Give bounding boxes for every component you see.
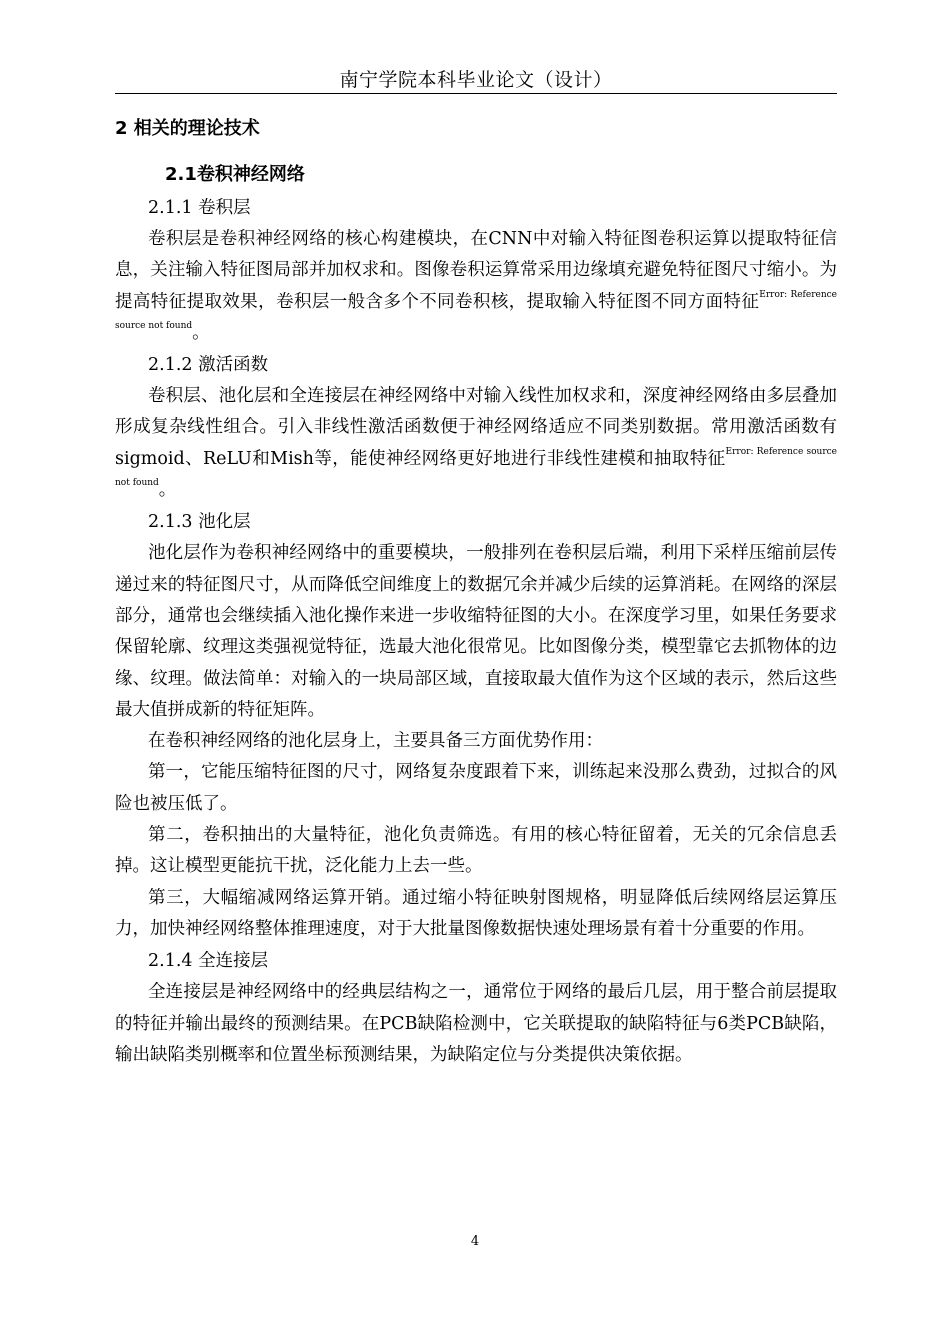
paragraph-conv: 卷积层是卷积神经网络的核心构建模块，在CNN中对输入特征图卷积运算以提取特征信息，关注输入特征图局部并加权求和。图像卷积运算常采用边缘填充避免特征图尺寸缩小。为提高特征提取效果，卷积层一般含多个不同卷积核，提取输入特征图不同方面特征$^{Error: Reference source not found}$。 bbox=[115, 229, 838, 343]
reference-error: Error: Reference source not found bbox=[115, 289, 838, 331]
subsection-heading-conv: 2.1.1 卷积层 bbox=[148, 198, 251, 218]
page-number: 4 bbox=[470, 1234, 480, 1249]
paragraph-pooling-advantages: 在卷积神经网络的池化层身上，主要具备三方面优势作用： bbox=[148, 731, 603, 752]
paragraph-fc: 全连接层是神经网络中的经典层结构之一，通常位于网络的最后几层，用于整合前层提取的特征并输出最终的预测结果。在PCB缺陷检测中，它关联提取的缺陷特征与6类PCB缺陷，输出缺陷类别概率和位置坐标预测结果，为缺陷定位与分类提供决策依据。 bbox=[115, 982, 837, 1065]
subsection-heading-pooling: 2.1.3 池化层 bbox=[148, 512, 251, 533]
subsection-heading-fc: 2.1.4 全连接层 bbox=[148, 951, 269, 972]
section-title: 2.1卷积神经网络 bbox=[165, 164, 305, 185]
subsection-heading-activation: 2.1.2 激活函数 bbox=[148, 355, 269, 376]
reference-error: Error: Reference source not found bbox=[115, 446, 838, 489]
paragraph-pooling-third: 第三，大幅缩减网络运算开销。通过缩小特征映射图规格，明显降低后续网络层运算压力，加快神经网络整体推理速度，对于大批量图像数据快速处理场景有着十分重要的作用。 bbox=[115, 887, 837, 939]
paragraph-pooling: 池化层作为卷积神经网络中的重要模块，一般排列在卷积层后端，利用下采样压缩前层传递过来的特征图尺寸，从而降低空间维度上的数据冗余并减少后续的运算消耗。在网络的深层部分，通常也会继续插入池化操作来进一步收缩特征图的大小。在深度学习里，如果任务要求保留轮廓、纹理这类强视觉特征，选最大池化很常见。比如图像分类，模型靠它去抓物体的边缘、纹理。做法简单：对输入的一块局部区域，直接取最大值作为这个区域的表示，然后这些最大值拼成新的特征矩阵。 bbox=[115, 543, 837, 720]
paragraph-activation: 卷积层、池化层和全连接层在神经网络中对输入线性加权求和，深度神经网络由多层叠加形成复杂线性组合。引入非线性激活函数便于神经网络适应不同类别数据。常用激活函数有sigmoid、ReLU和Mish等，能使神经网络更好地进行非线性建模和抽取特征$^{Error: Reference source not found}$。 bbox=[115, 386, 838, 501]
paragraph-pooling-second: 第二，卷积抽出的大量特征，池化负责筛选。有用的核心特征留着，无关的冗余信息丢掉。这让模型更能抗干扰，泛化能力上去一些。 bbox=[115, 825, 837, 877]
page-body bbox=[115, 114, 837, 1071]
chapter-title: 2 相关的理论技术 bbox=[115, 118, 260, 139]
header-rule bbox=[115, 93, 837, 94]
page-header: 南宁学院本科毕业论文（设计） bbox=[339, 69, 613, 91]
paragraph-pooling-first: 第一，它能压缩特征图的尺寸，网络复杂度跟着下来，训练起来没那么费劲，过拟合的风险也被压低了。 bbox=[115, 762, 837, 814]
